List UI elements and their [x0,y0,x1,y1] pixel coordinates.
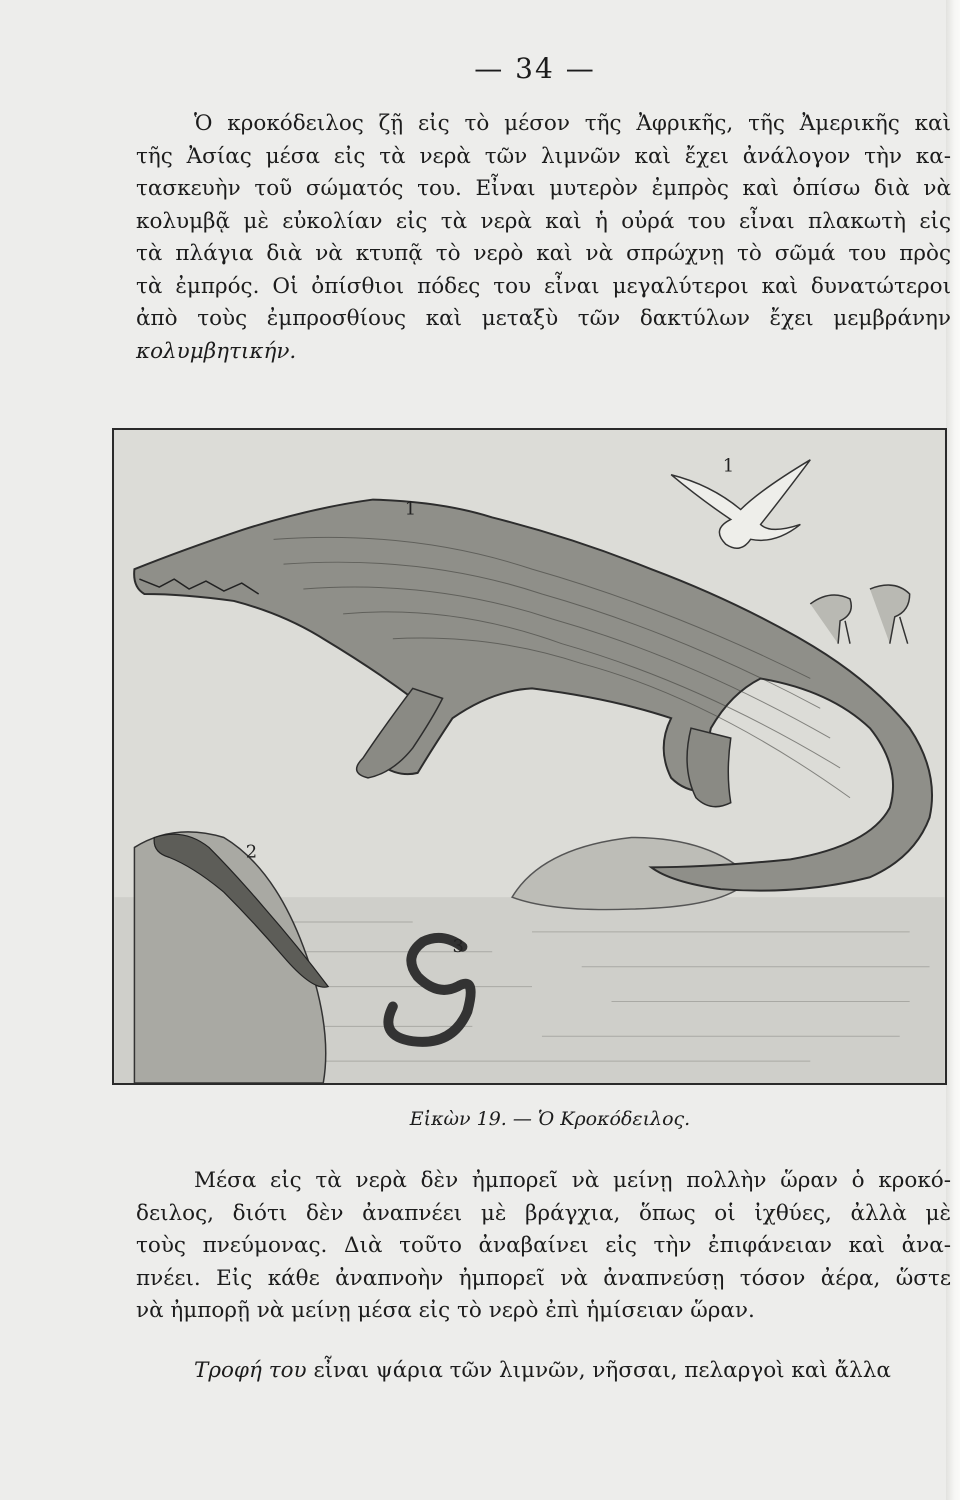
text-line: πνέει. Εἰς κάθε ἀναπνοὴν ἠμπορεῖ νὰ ἀναπνεύσῃ τόσον ἀέρα, ὥστε [136,1265,951,1291]
text-line: τὰ ἐμπρός. Οἱ ὀπίσθιοι πόδες του εἶναι μεγαλύτεροι καὶ δυνατώτεροι [136,273,951,299]
page-number: — 34 — [474,52,596,85]
text-line: τασκευὴν τοῦ σώματός του. Εἶναι μυτερὸν ἐμπρὸς καὶ ὀπίσω διὰ νὰ [136,176,951,201]
text-line: κολυμβᾷ μὲ εὐκολίαν εἰς τὰ νερὰ καὶ ἡ οὐρά του εἶναι πλακωτὴ εἰς [136,208,951,234]
text-line: τῆς Ἀσίας μέσα εἰς τὰ νερὰ τῶν λιμνῶν καὶ ἔχει ἀνάλογον τὴν κα- [136,143,951,169]
text-line: τὰ πλάγια διὰ νὰ κτυπᾷ τὸ νερὸ καὶ νὰ σπρώχνῃ τὸ σῶμά του πρὸς [136,241,951,266]
text-line: τοὺς πνεύμονας. Διὰ τοῦτο ἀναβαίνει εἰς τὴν ἐπιφάνειαν καὶ ἀνα- [136,1233,951,1258]
text-line: Ὁ κροκόδειλος ζῇ εἰς τὸ μέσον τῆς Ἀφρικῆς, τῆς Ἀμερικῆς καὶ [194,111,951,136]
text-line [136,1355,951,1388]
crocodile-illustration [112,428,947,1085]
text-line: κολυμβητικήν. [136,338,297,364]
text-line: ἀπὸ τοὺς ἐμπροσθίους καὶ μεταξὺ τῶν δακτύλων ἔχει μεμβράνην [136,306,951,331]
breathing-paragraph [136,1165,951,1328]
figure-label: 3 [452,935,464,957]
food-text: εἶναι ψάρια τῶν λιμνῶν, νῆσσαι, πελαργοὶ καὶ ἄλλα [306,1358,891,1383]
figure-label: 1 [404,498,417,520]
figure-label: 2 [245,841,258,863]
text-line: νὰ ἠμπορῇ νὰ μείνῃ μέσα εἰς τὸ νερὸ ἐπὶ ἡμίσειαν ὥραν. [136,1298,755,1323]
figure-caption: Εἰκὼν 19. — Ὁ Κροκόδειλος. [409,1108,691,1130]
food-heading: Τροφή του [194,1358,307,1383]
text-line: Μέσα εἰς τὰ νερὰ δὲν ἠμπορεῖ νὰ μείνῃ πολλὴν ὥραν ὁ κροκό- [194,1168,951,1193]
intro-paragraph [136,108,951,368]
figure-label: 1 [722,455,735,477]
text-line: δειλος, διότι δὲν ἀναπνέει μὲ βράγχια, ὅπως οἱ ἰχθύες, ἀλλὰ μὲ [136,1200,951,1226]
food-paragraph [136,1355,951,1388]
